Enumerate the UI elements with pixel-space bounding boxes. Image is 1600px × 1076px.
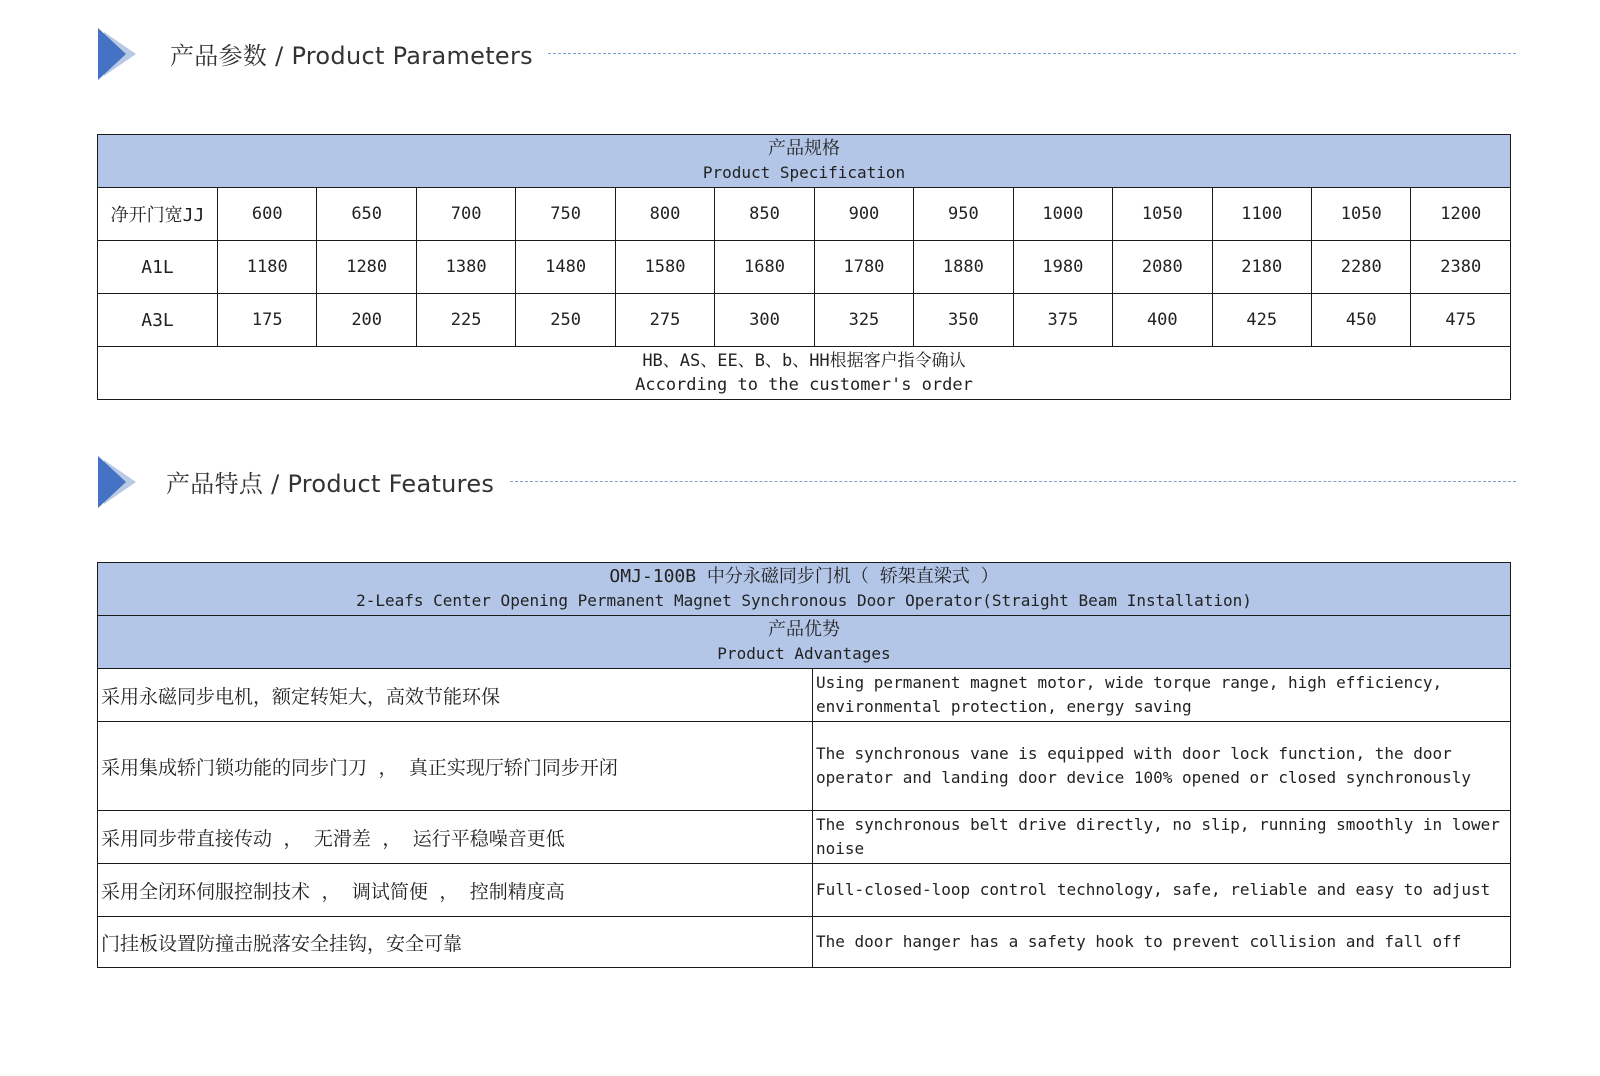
table-cell: 800 xyxy=(615,188,714,241)
table-cell: 275 xyxy=(615,294,714,347)
table-cell: 1680 xyxy=(715,241,814,294)
table-cell: 2280 xyxy=(1311,241,1410,294)
table-row xyxy=(98,241,1511,294)
table-cell: 1050 xyxy=(1311,188,1410,241)
spec-table-header xyxy=(98,135,1511,188)
table-cell: 1880 xyxy=(914,241,1013,294)
table-cell: 1580 xyxy=(615,241,714,294)
product-specification-table xyxy=(97,134,1511,400)
table-row xyxy=(98,669,1511,722)
table-cell: 1200 xyxy=(1411,188,1511,241)
feature-cn: 采用集成轿门锁功能的同步门刀 ， 真正实现厅轿门同步开闭 xyxy=(98,722,813,811)
row-label-a1l: A1L xyxy=(98,241,218,294)
table-cell: 475 xyxy=(1411,294,1511,347)
table-cell: 200 xyxy=(317,294,416,347)
table-cell: 325 xyxy=(814,294,913,347)
table-cell: 600 xyxy=(218,188,317,241)
spec-table-note xyxy=(98,347,1511,400)
table-cell: 650 xyxy=(317,188,416,241)
dashed-divider xyxy=(548,53,1516,54)
parameters-section-title: 产品参数 / Product Parameters xyxy=(170,42,533,70)
table-cell: 175 xyxy=(218,294,317,347)
table-cell: 2380 xyxy=(1411,241,1511,294)
dashed-divider xyxy=(510,481,1516,482)
table-cell: 2180 xyxy=(1212,241,1311,294)
table-cell: 450 xyxy=(1311,294,1410,347)
table-cell: 750 xyxy=(516,188,615,241)
double-arrow-icon xyxy=(96,24,156,84)
features-section-header xyxy=(96,452,1516,512)
table-cell: 225 xyxy=(416,294,515,347)
table-row xyxy=(98,864,1511,917)
feature-cn: 采用同步带直接传动 ， 无滑差 ， 运行平稳噪音更低 xyxy=(98,811,813,864)
feature-cn: 采用全闭环伺服控制技术 ， 调试简便 ， 控制精度高 xyxy=(98,864,813,917)
table-cell: 1780 xyxy=(814,241,913,294)
advantages-header xyxy=(98,616,1511,669)
spec-header-en: Product Specification xyxy=(702,163,906,182)
feature-en: Full-closed-loop control technology, safe, reliable and easy to adjust xyxy=(813,864,1511,917)
table-cell: 1480 xyxy=(516,241,615,294)
feature-en: Using permanent magnet motor, wide torque range, high efficiency, environmental protection, energy saving xyxy=(813,669,1511,722)
spec-header-cn: 产品规格 xyxy=(768,138,840,159)
model-title-en: 2-Leafs Center Opening Permanent Magnet Synchronous Door Operator(Straight Beam Installation) xyxy=(356,591,1252,610)
row-label-jj: 净开门宽JJ xyxy=(98,188,218,241)
table-cell: 1980 xyxy=(1013,241,1112,294)
product-features-table xyxy=(97,562,1511,968)
table-cell: 900 xyxy=(814,188,913,241)
table-cell: 400 xyxy=(1113,294,1212,347)
table-cell: 1380 xyxy=(416,241,515,294)
advantages-en: Product Advantages xyxy=(717,644,891,663)
feature-cn: 门挂板设置防撞击脱落安全挂钩，安全可靠 xyxy=(98,917,813,968)
feature-en: The synchronous belt drive directly, no slip, running smoothly in lower noise xyxy=(813,811,1511,864)
feature-en: The door hanger has a safety hook to prevent collision and fall off xyxy=(813,917,1511,968)
table-cell: 1280 xyxy=(317,241,416,294)
table-cell: 850 xyxy=(715,188,814,241)
row-label-a3l: A3L xyxy=(98,294,218,347)
table-row xyxy=(98,188,1511,241)
table-cell: 2080 xyxy=(1113,241,1212,294)
features-title-header xyxy=(98,563,1511,616)
table-row xyxy=(98,294,1511,347)
feature-en: The synchronous vane is equipped with door lock function, the door operator and landing door device 100% opened or closed synchronously xyxy=(813,722,1511,811)
table-cell: 700 xyxy=(416,188,515,241)
model-title-cn: OMJ-100B 中分永磁同步门机（ 轿架直梁式 ） xyxy=(609,566,999,587)
table-cell: 1000 xyxy=(1013,188,1112,241)
table-row xyxy=(98,917,1511,968)
parameters-section-header xyxy=(96,24,1516,84)
note-cn: HB、AS、EE、B、b、HH根据客户指令确认 xyxy=(642,351,966,371)
feature-cn: 采用永磁同步电机，额定转矩大，高效节能环保 xyxy=(98,669,813,722)
advantages-cn: 产品优势 xyxy=(768,619,840,640)
table-cell: 1100 xyxy=(1212,188,1311,241)
table-cell: 950 xyxy=(914,188,1013,241)
table-cell: 300 xyxy=(715,294,814,347)
table-cell: 1050 xyxy=(1113,188,1212,241)
features-section-title: 产品特点 / Product Features xyxy=(166,470,495,498)
note-en: According to the customer's order xyxy=(635,375,973,395)
double-arrow-icon xyxy=(96,452,156,512)
table-cell: 350 xyxy=(914,294,1013,347)
table-cell: 375 xyxy=(1013,294,1112,347)
table-row xyxy=(98,722,1511,811)
table-cell: 425 xyxy=(1212,294,1311,347)
table-cell: 250 xyxy=(516,294,615,347)
table-row xyxy=(98,811,1511,864)
table-cell: 1180 xyxy=(218,241,317,294)
